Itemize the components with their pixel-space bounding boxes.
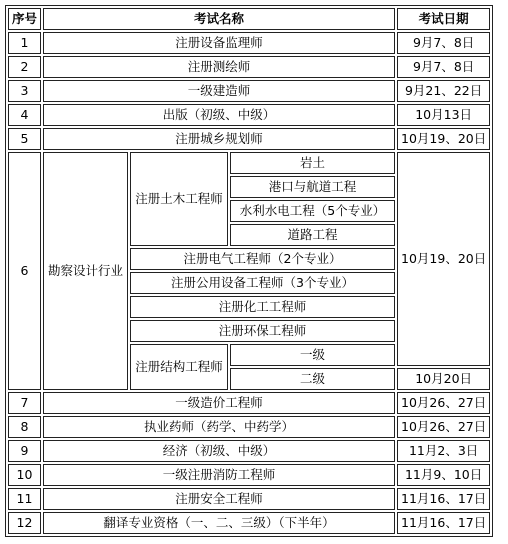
industry-name: 勘察设计行业 xyxy=(43,152,128,390)
exam-date: 10月13日 xyxy=(397,104,490,126)
exam-name: 一级造价工程师 xyxy=(43,392,395,414)
civil-major: 岩土 xyxy=(230,152,395,174)
exam-name: 一级注册消防工程师 xyxy=(43,464,395,486)
row-no: 12 xyxy=(8,512,41,534)
row-no: 9 xyxy=(8,440,41,462)
exam-date: 10月20日 xyxy=(397,368,490,390)
structural-engineer-label: 注册结构工程师 xyxy=(130,344,228,390)
table-row xyxy=(8,32,490,54)
row-no: 11 xyxy=(8,488,41,510)
civil-major: 道路工程 xyxy=(230,224,395,246)
row-no: 1 xyxy=(8,32,41,54)
header-no: 序号 xyxy=(8,8,41,30)
exam-name: 注册测绘师 xyxy=(43,56,395,78)
table-row xyxy=(8,152,490,174)
exam-date: 11月2、3日 xyxy=(397,440,490,462)
exam-date: 9月7、8日 xyxy=(397,56,490,78)
exam-schedule xyxy=(5,5,493,537)
exam-name: 执业药师（药学、中药学） xyxy=(43,416,395,438)
civil-engineer-label: 注册土木工程师 xyxy=(130,152,228,246)
row-no: 4 xyxy=(8,104,41,126)
table-row xyxy=(8,80,490,102)
exam-name: 注册城乡规划师 xyxy=(43,128,395,150)
row-no: 2 xyxy=(8,56,41,78)
exam-name: 注册安全工程师 xyxy=(43,488,395,510)
exam-date: 10月26、27日 xyxy=(397,416,490,438)
row-no: 6 xyxy=(8,152,41,390)
exam-date: 10月19、20日 xyxy=(397,152,490,366)
exam-name: 翻译专业资格（一、二、三级）（下半年） xyxy=(43,512,395,534)
exam-date: 10月19、20日 xyxy=(397,128,490,150)
chemical-engineer: 注册化工工程师 xyxy=(130,296,395,318)
header-date: 考试日期 xyxy=(397,8,490,30)
table-row xyxy=(8,392,490,414)
civil-major: 港口与航道工程 xyxy=(230,176,395,198)
header-name: 考试名称 xyxy=(43,8,395,30)
structural-level: 二级 xyxy=(230,368,395,390)
table-row xyxy=(8,128,490,150)
exam-name: 一级建造师 xyxy=(43,80,395,102)
exam-date: 9月7、8日 xyxy=(397,32,490,54)
civil-major: 水利水电工程（5个专业） xyxy=(230,200,395,222)
table-row xyxy=(8,512,490,534)
row-no: 10 xyxy=(8,464,41,486)
structural-level: 一级 xyxy=(230,344,395,366)
row-no: 7 xyxy=(8,392,41,414)
table-row xyxy=(8,416,490,438)
row-no: 3 xyxy=(8,80,41,102)
exam-date: 9月21、22日 xyxy=(397,80,490,102)
utility-engineer: 注册公用设备工程师（3个专业） xyxy=(130,272,395,294)
row-no: 8 xyxy=(8,416,41,438)
exam-date: 10月26、27日 xyxy=(397,392,490,414)
exam-date: 11月16、17日 xyxy=(397,488,490,510)
exam-date: 11月16、17日 xyxy=(397,512,490,534)
table-row xyxy=(8,488,490,510)
electrical-engineer: 注册电气工程师（2个专业） xyxy=(130,248,395,270)
exam-schedule-table xyxy=(5,5,493,537)
exam-name: 注册设备监理师 xyxy=(43,32,395,54)
row-no: 5 xyxy=(8,128,41,150)
environmental-engineer: 注册环保工程师 xyxy=(130,320,395,342)
table-row xyxy=(8,464,490,486)
exam-name: 经济（初级、中级） xyxy=(43,440,395,462)
exam-name: 出版（初级、中级） xyxy=(43,104,395,126)
header-row xyxy=(8,8,490,30)
exam-date: 11月9、10日 xyxy=(397,464,490,486)
table-row xyxy=(8,104,490,126)
table-row xyxy=(8,440,490,462)
table-row xyxy=(8,56,490,78)
